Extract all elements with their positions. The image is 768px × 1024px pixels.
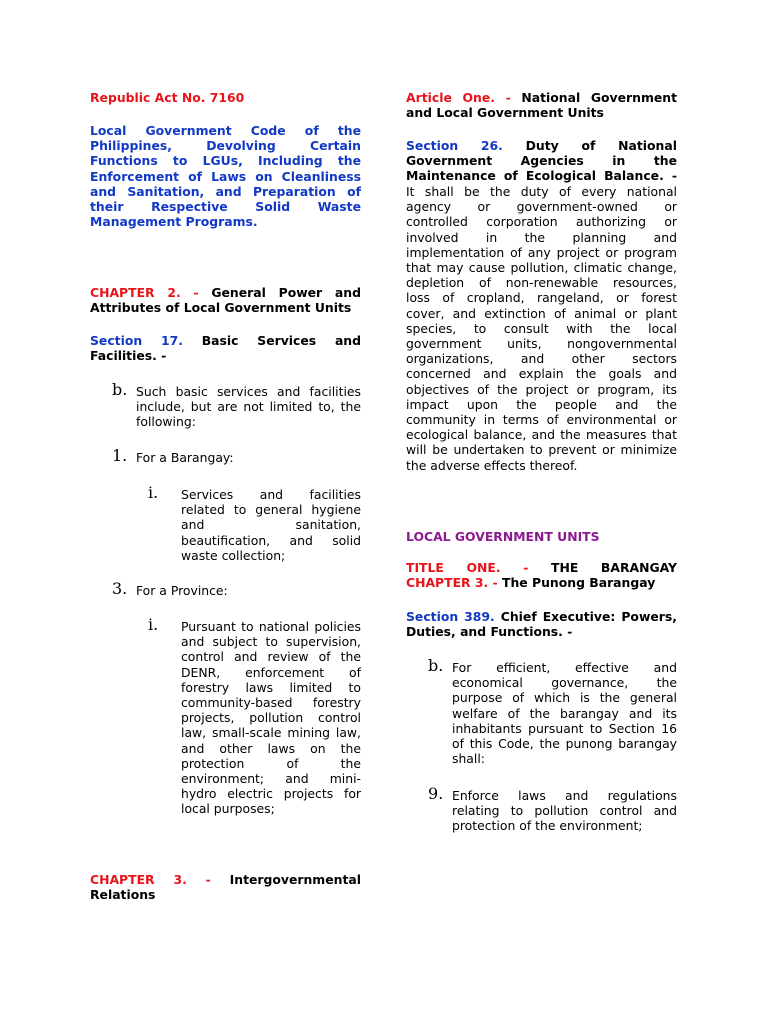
section-17-title: Basic Services and <box>201 333 361 348</box>
list-item-9 <box>452 788 677 834</box>
text-line: community in terms of environmental or <box>406 412 677 428</box>
text-line: include, but are not limited to, the <box>136 399 361 415</box>
text-line: Local Government Code of the <box>90 123 361 138</box>
chapter-3-title: Intergovernmental <box>229 872 361 887</box>
text-line: following: <box>136 414 196 430</box>
text-line: Maintenance of Ecological Balance. - <box>406 168 677 184</box>
list-item-1: For a Barangay: <box>136 450 234 465</box>
text-line: their Respective Solid Waste <box>90 199 361 215</box>
list-item-3-i <box>181 619 361 817</box>
text-line: implementation of any project or program <box>406 244 677 260</box>
text-line: objectives of the project or program, its <box>406 381 677 397</box>
text-line: and sanitation, <box>181 517 361 533</box>
text-line: involved in the planning and <box>406 229 677 245</box>
text-line: ecological balance, and the measures that <box>406 427 677 443</box>
text-line: community-based forestry <box>181 695 361 711</box>
text-line: relating to pollution control and <box>452 803 677 819</box>
text-line: Management Programs. <box>90 214 258 230</box>
text-line: depletion of non-renewable resources, <box>406 275 677 291</box>
text-line: welfare of the barangay and its <box>452 705 677 721</box>
text-line: shall: <box>452 751 485 767</box>
chapter-2-label: CHAPTER 2. - <box>90 285 199 300</box>
title-one-heading <box>406 560 677 590</box>
list-item-1-i <box>181 487 361 563</box>
list-marker-1: 1. <box>112 446 128 465</box>
chapter-2-title: General Power and <box>211 285 361 300</box>
section-389-title-rest: Duties, and Functions. - <box>406 624 573 640</box>
text-line: Functions to LGUs, Including the <box>90 153 361 169</box>
act-description <box>90 123 361 229</box>
text-line: Philippines, Devolving Certain <box>90 138 361 154</box>
chapter-2-title-rest: Attributes of Local Government Units <box>90 300 352 316</box>
text-line: inhabitants pursuant to Section 16 <box>452 720 677 736</box>
text-line: hydro electric projects for <box>181 786 361 802</box>
article-one-label: Article One. - <box>406 90 511 105</box>
list-marker-i: i. <box>148 483 159 502</box>
text-line: waste collection; <box>181 547 286 563</box>
text-line: Such basic services and facilities <box>136 384 361 399</box>
article-one-title: National Government <box>521 90 677 105</box>
section-26-label: Section 26. <box>406 138 503 153</box>
section-17-label: Section 17. <box>90 333 183 348</box>
section-389-heading <box>406 609 677 639</box>
text-line: that may cause pollution, climatic change, <box>406 260 677 276</box>
text-line: and subject to supervision, <box>181 634 361 650</box>
text-line: controlled corporation authorizing or <box>406 214 677 230</box>
list-item-b <box>452 660 677 766</box>
text-line: projects, pollution control <box>181 710 361 726</box>
title-one-label: TITLE ONE. - <box>406 560 529 575</box>
text-line: will be undertaken to prevent or minimize <box>406 442 677 458</box>
list-item-b <box>136 384 361 430</box>
section-17-heading <box>90 333 361 363</box>
chapter-3-heading <box>90 872 361 902</box>
text-line: economical governance, the <box>452 675 677 691</box>
text-line: cover, and extinction of animal or plant <box>406 305 677 321</box>
section-389-label: Section 389. <box>406 609 495 624</box>
text-line: Pursuant to national policies <box>181 619 361 634</box>
text-line: purpose of which is the general <box>452 690 677 706</box>
article-one-heading <box>406 90 677 120</box>
text-line: environment; and mini- <box>181 771 361 787</box>
text-line: law, small-scale mining law, <box>181 725 361 741</box>
chapter-2-heading <box>90 285 361 315</box>
text-line: Government Agencies in the <box>406 153 677 169</box>
section-389-title: Chief Executive: Powers, <box>500 609 677 624</box>
text-line: and other laws on the <box>181 740 361 756</box>
article-one-title-rest: and Local Government Units <box>406 105 604 121</box>
text-line: control and review of the <box>181 649 361 665</box>
list-marker-b: b. <box>112 380 128 399</box>
text-line: forestry laws limited to <box>181 679 361 695</box>
chapter-3-title: The Punong Barangay <box>502 575 656 591</box>
list-marker-i: i. <box>148 615 159 634</box>
title-one-title: THE BARANGAY <box>551 560 677 575</box>
text-line: protection of the <box>181 755 361 771</box>
lgu-heading: LOCAL GOVERNMENT UNITS <box>406 529 600 544</box>
text-line: the adverse effects thereof. <box>406 457 578 473</box>
text-line: related to general hygiene <box>181 502 361 518</box>
list-item-3: For a Province: <box>136 583 228 598</box>
text-line: It shall be the duty of every national <box>406 184 677 199</box>
text-line: government units, nongovernmental <box>406 336 677 352</box>
list-marker-b: b. <box>428 656 444 675</box>
list-marker-3: 3. <box>112 579 128 598</box>
chapter-3-title-rest: Relations <box>90 887 156 903</box>
chapter-3-label: CHAPTER 3. - <box>90 872 211 887</box>
text-line: Enforcement of Laws on Cleanliness <box>90 168 361 184</box>
text-line: concerned and explain the goals and <box>406 366 677 382</box>
text-line: agency or government-owned or <box>406 199 677 215</box>
act-title: Republic Act No. 7160 <box>90 90 245 105</box>
text-line: species, to consult with the local <box>406 320 677 336</box>
text-line: beautification, and solid <box>181 532 361 548</box>
section-26-title: Duty of National <box>525 138 677 153</box>
text-line: local purposes; <box>181 801 275 817</box>
text-line: organizations, and other sectors <box>406 351 677 367</box>
chapter-3-label: CHAPTER 3. - <box>406 575 498 591</box>
text-line: loss of cropland, rangeland, or forest <box>406 290 677 306</box>
text-line: Enforce laws and regulations <box>452 788 677 803</box>
text-line: DENR, enforcement of <box>181 664 361 680</box>
section-26-body <box>406 184 677 473</box>
section-17-title-rest: Facilities. - <box>90 348 167 364</box>
text-line: For efficient, effective and <box>452 660 677 675</box>
text-line: protection of the environment; <box>452 818 643 834</box>
list-marker-9: 9. <box>428 784 444 803</box>
text-line: of this Code, the punong barangay <box>452 736 677 752</box>
section-26-heading <box>406 138 677 184</box>
text-line: and Sanitation, and Preparation of <box>90 183 361 199</box>
text-line: Services and facilities <box>181 487 361 502</box>
text-line: impact upon the people and the <box>406 396 677 412</box>
